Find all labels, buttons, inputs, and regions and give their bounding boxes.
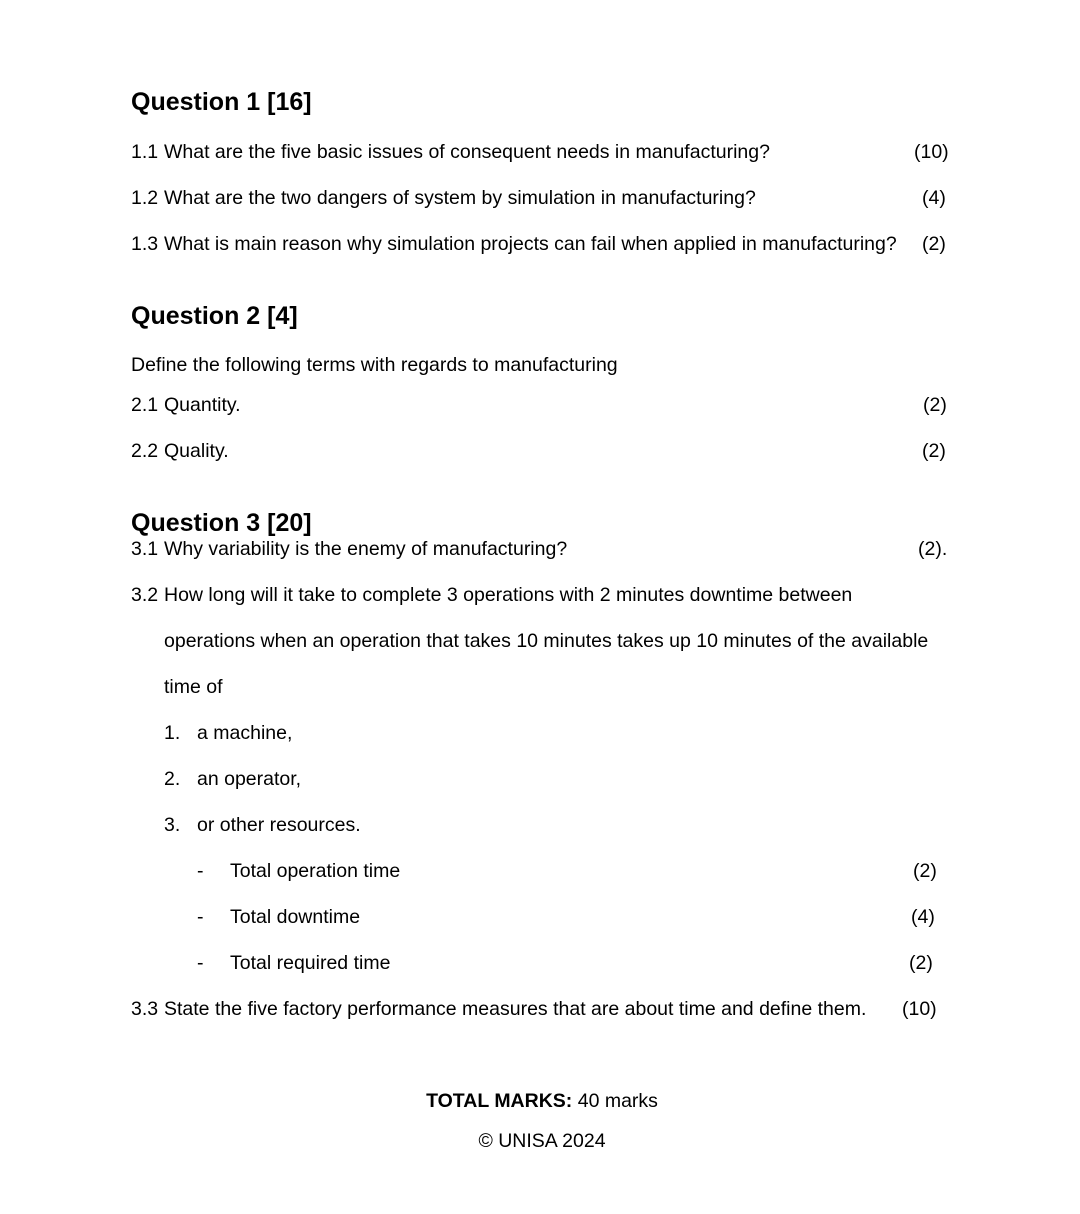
question-2-heading: Question 2 [4] bbox=[131, 302, 298, 330]
numbered-list-item bbox=[164, 770, 301, 790]
total-marks bbox=[0, 1092, 1080, 1112]
item-text: How long will it take to complete 3 operations with 2 minutes downtime between bbox=[164, 584, 853, 606]
item-text: Quality. bbox=[164, 440, 229, 462]
total-marks-value: 40 marks bbox=[577, 1090, 658, 1112]
item-text: Why variability is the enemy of manufacturing? bbox=[164, 538, 568, 560]
numbered-list-item bbox=[164, 816, 361, 836]
bullet-item bbox=[197, 954, 390, 974]
item-text: What is main reason why simulation projects can fail when applied in manufacturing? bbox=[164, 233, 897, 255]
bullet-item-marks: (2) bbox=[913, 860, 937, 882]
item-text: What are the five basic issues of consequent needs in manufacturing? bbox=[164, 141, 770, 163]
item-number: 3.3 bbox=[131, 998, 159, 1020]
question-1-1-marks: (10) bbox=[914, 141, 949, 163]
question-2-1-marks: (2) bbox=[923, 394, 947, 416]
question-1-3 bbox=[131, 235, 897, 255]
list-text: a machine, bbox=[197, 722, 293, 744]
question-3-1-marks: (2). bbox=[918, 538, 948, 560]
item-number: 2.1 bbox=[131, 394, 159, 416]
question-3-3 bbox=[131, 1000, 866, 1020]
question-1-1 bbox=[131, 143, 770, 163]
question-1-2 bbox=[131, 189, 756, 209]
bullet-text: Total required time bbox=[230, 952, 391, 974]
question-3-2-line-2: operations when an operation that takes 10 minutes takes up 10 minutes of the available bbox=[164, 630, 929, 652]
question-1-2-marks: (4) bbox=[922, 187, 946, 209]
bullet-item-marks: (4) bbox=[911, 906, 935, 928]
item-number: 3.2 bbox=[131, 584, 159, 606]
numbered-list-item bbox=[164, 724, 292, 744]
item-number: 1.3 bbox=[131, 233, 159, 255]
bullet-item bbox=[197, 862, 400, 882]
bullet-dash: - bbox=[197, 860, 204, 882]
item-number: 3.1 bbox=[131, 538, 159, 560]
bullet-item bbox=[197, 908, 360, 928]
bullet-text: Total operation time bbox=[230, 860, 401, 882]
bullet-item-marks: (2) bbox=[909, 952, 933, 974]
bullet-dash: - bbox=[197, 906, 204, 928]
question-3-2-line-1 bbox=[131, 586, 852, 606]
question-1-heading: Question 1 [16] bbox=[131, 88, 312, 116]
list-number: 3. bbox=[164, 814, 181, 836]
item-number: 1.1 bbox=[131, 141, 159, 163]
item-number: 1.2 bbox=[131, 187, 159, 209]
list-number: 1. bbox=[164, 722, 181, 744]
question-3-3-marks: (10) bbox=[902, 998, 937, 1020]
question-2-2 bbox=[131, 442, 229, 462]
bullet-dash: - bbox=[197, 952, 204, 974]
question-2-1 bbox=[131, 396, 241, 416]
question-1-3-marks: (2) bbox=[922, 233, 946, 255]
list-text: or other resources. bbox=[197, 814, 361, 836]
item-text: State the five factory performance measures that are about time and define them. bbox=[164, 998, 867, 1020]
question-3-1 bbox=[131, 540, 567, 560]
question-3-heading: Question 3 [20] bbox=[131, 509, 312, 537]
bullet-text: Total downtime bbox=[230, 906, 361, 928]
item-number: 2.2 bbox=[131, 440, 159, 462]
question-2-2-marks: (2) bbox=[922, 440, 946, 462]
list-text: an operator, bbox=[197, 768, 302, 790]
question-2-intro: Define the following terms with regards to manufacturing bbox=[131, 354, 618, 376]
item-text: What are the two dangers of system by simulation in manufacturing? bbox=[164, 187, 756, 209]
question-3-2-line-3: time of bbox=[164, 676, 223, 698]
copyright: © UNISA 2024 bbox=[478, 1130, 606, 1152]
list-number: 2. bbox=[164, 768, 181, 790]
item-text: Quantity. bbox=[164, 394, 241, 416]
total-marks-label: TOTAL MARKS: bbox=[426, 1090, 573, 1112]
